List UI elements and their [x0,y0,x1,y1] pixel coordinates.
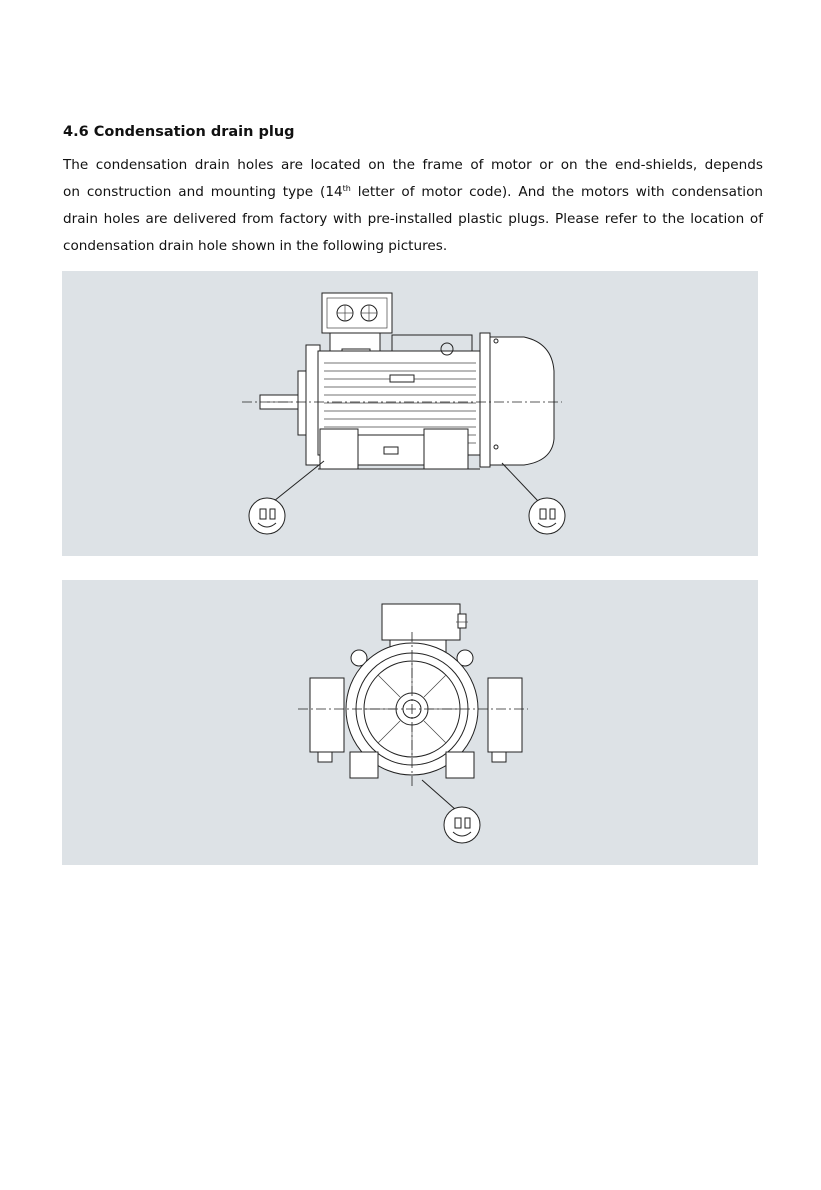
body-line-4: condensation drain hole shown in the following pictures. [63,238,448,254]
fan-cover [490,337,554,465]
ordinal-suffix: th [342,184,351,193]
motor-side-view-drawing [62,271,758,556]
terminal-box [322,293,392,333]
motor-side-view-figure [62,271,758,556]
body-line-2: on construction and mounting type (14th letter of motor code). And the motors with condensation [63,184,764,200]
body-line-3: drain holes are delivered from factory with pre-installed plastic plugs. Please refer to the location of [63,211,763,227]
motor-front-view-drawing [62,580,758,865]
section-title: 4.6 Condensation drain plug [63,124,295,140]
drain-plug-detail-bottom [444,807,480,843]
motor-front-view-figure [62,580,758,865]
body-line-1: The condensation drain holes are located on the frame of motor or on the end-shields, depends [63,157,763,173]
drain-plug-detail-left [249,498,285,534]
body-paragraph [63,152,763,260]
terminal-box [382,604,460,640]
drain-plug-detail-right [529,498,565,534]
